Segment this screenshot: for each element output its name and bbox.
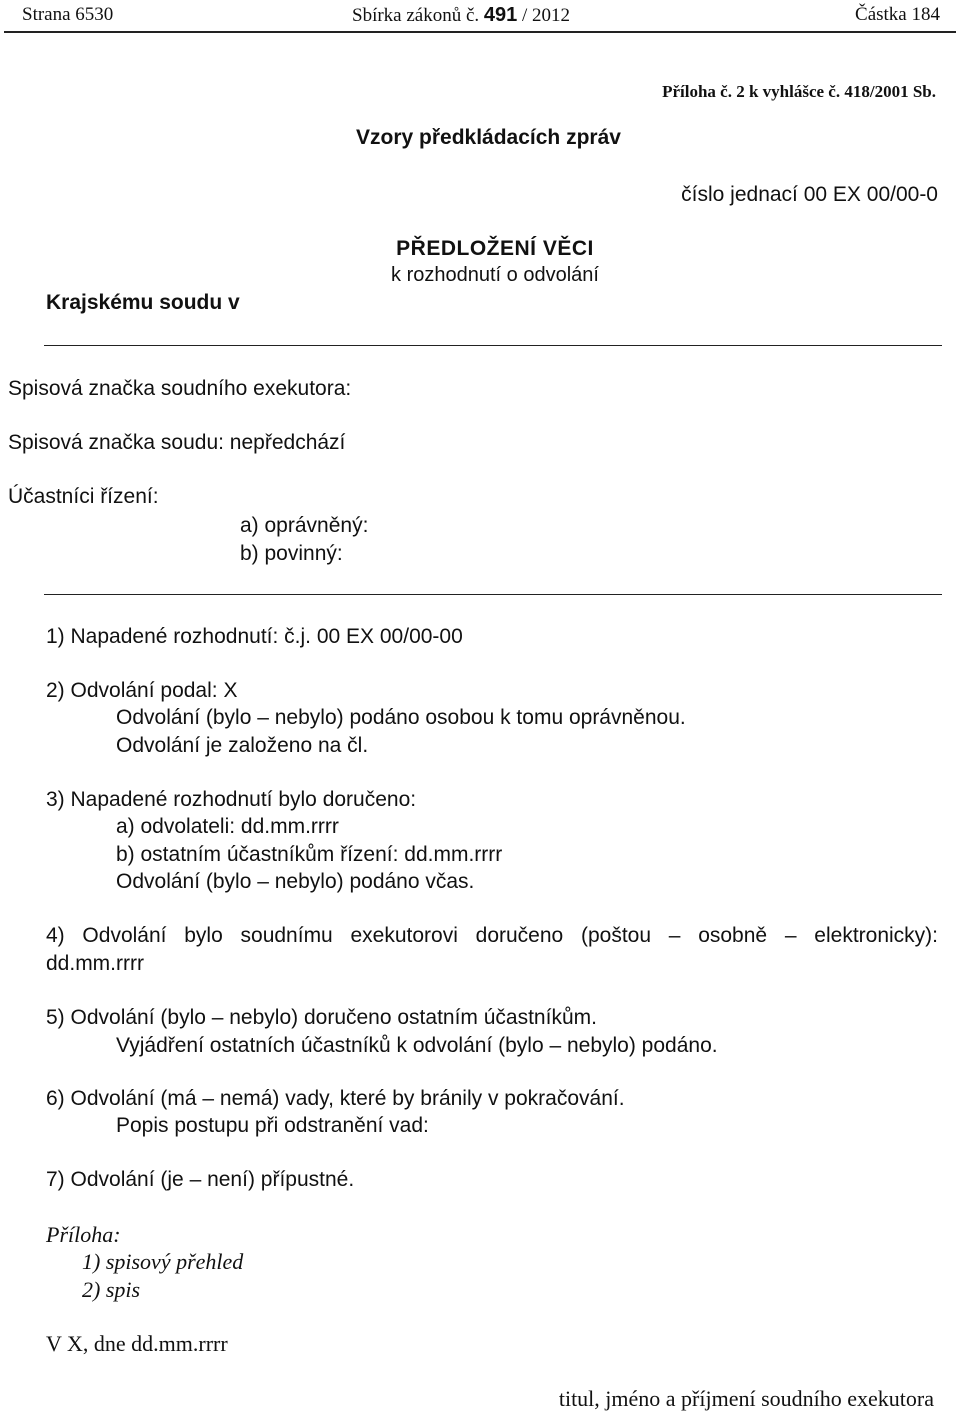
item-appeal-location: Odvolání je založeno na čl.	[116, 734, 369, 757]
item-delivered-others: b) ostatním účastníkům řízení: dd.mm.rrrr	[116, 843, 503, 866]
item-appeal-received: 4) Odvolání bylo soudnímu exekutorovi doručeno (poštou – osobně – elektronicky):	[46, 924, 938, 947]
executor-reference-field: Spisová značka soudního exekutora:	[8, 377, 352, 400]
form-subtitle: k rozhodnutí o odvolání	[391, 264, 599, 286]
journal-number: 491	[483, 4, 518, 26]
attachment-item: 2) spis	[82, 1277, 141, 1302]
annex-reference: Příloha č. 2 k vyhlášce č. 418/2001 Sb.	[662, 82, 936, 101]
attachments-label: Příloha:	[46, 1222, 121, 1247]
item-appeal-defects: 6) Odvolání (má – nemá) vady, které by bránily v pokračování.	[46, 1087, 625, 1110]
entitled-party-field: a) oprávněný:	[240, 514, 369, 537]
item-appeal-filed-by: 2) Odvolání podal: X	[46, 679, 238, 702]
court-reference-field: Spisová značka soudu: nepředchází	[8, 431, 346, 454]
issue-number: Částka 184	[855, 4, 940, 25]
item-appeal-received-date: dd.mm.rrrr	[46, 952, 144, 975]
journal-reference	[352, 4, 570, 27]
page-number: Strana 6530	[22, 4, 114, 25]
item-decision-delivered: 3) Napadené rozhodnutí bylo doručeno:	[46, 788, 417, 811]
signature-line: titul, jméno a příjmení soudního exekutora	[558, 1386, 934, 1411]
item-appeal-served: 5) Odvolání (bylo – nebylo) doručeno ostatním účastníkům.	[46, 1006, 597, 1029]
item-admissibility: 7) Odvolání (je – není) přípustné.	[46, 1168, 355, 1191]
item-delivered-appellant: a) odvolateli: dd.mm.rrrr	[116, 815, 339, 838]
header-divider	[4, 31, 956, 33]
item-defect-remedy: Popis postupu při odstranění vad:	[116, 1114, 429, 1137]
participants-label: Účastníci řízení:	[8, 485, 159, 508]
item-contested-decision: 1) Napadené rozhodnutí: č.j. 00 EX 00/00-00	[46, 625, 463, 648]
journal-year: / 2012	[522, 5, 571, 26]
item-appeal-timely: Odvolání (bylo – nebylo) podáno včas.	[116, 870, 475, 893]
item-responses: Vyjádření ostatních účastníků k odvolání (bylo – nebylo) podáno.	[116, 1034, 718, 1057]
form-title: PŘEDLOŽENÍ VĚCI	[396, 237, 594, 260]
place-and-date: V X, dne dd.mm.rrrr	[46, 1331, 228, 1356]
case-number: číslo jednací 00 EX 00/00-0	[681, 183, 938, 206]
section-divider	[44, 345, 942, 346]
document-title: Vzory předkládacích zpráv	[356, 126, 621, 149]
attachment-item: 1) spisový přehled	[82, 1249, 244, 1274]
journal-name: Sbírka zákonů č.	[352, 5, 480, 26]
addressee: Krajskému soudu v	[46, 291, 240, 314]
section-divider	[44, 594, 942, 595]
item-appeal-authorized: Odvolání (bylo – nebylo) podáno osobou k tomu oprávněnou.	[116, 706, 686, 729]
obliged-party-field: b) povinný:	[240, 542, 343, 565]
